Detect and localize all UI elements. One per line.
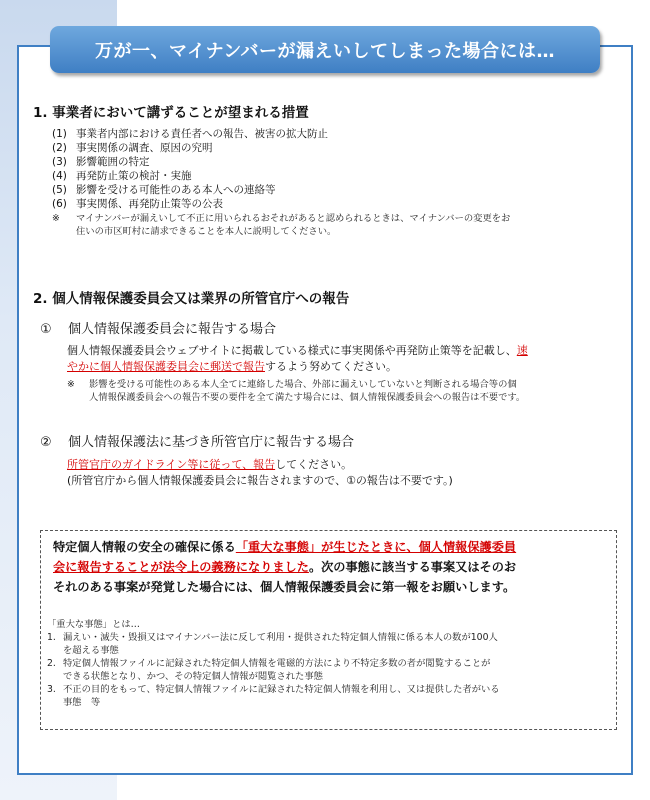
list-item: (6) 事実関係、再発防止策等の公表: [52, 198, 223, 210]
section1-note: ※ マイナンバーが漏えいして不正に用いられるおそれがあると認められるときは、マイナンバーの変更をお 住いの市区町村に請求できることを本人に説明してください。: [52, 213, 511, 237]
list-item: (4) 再発防止策の検討・実施: [52, 170, 192, 182]
list-item: 1. 漏えい・滅失・毀損又はマイナンバー法に反して利用・提供された特定個人情報に係る本人の数が100人 を超える事態: [47, 632, 498, 656]
sub2-body: 所管官庁のガイドライン等に従って、報告してください。 (所管官庁から個人情報保護委員会に報告されますので、①の報告は不要です。): [67, 458, 453, 487]
list-item: 3. 不正の目的をもって、特定個人情報ファイルに記録された特定個人情報を利用し、又は提供した者がいる 事態 等: [47, 684, 500, 708]
notice-main-text: 特定個人情報の安全の確保に係る「重大な事態」が生じたときに、個人情報保護委員 会に報告することが法令上の義務になりました。次の事態に該当する事案又はそのお それのある事案が発覚した場合には、個人情報保護委員会に第一報をお願いします。: [53, 540, 517, 594]
sub1-heading: ① 個人情報保護委員会に報告する場合: [40, 322, 277, 337]
page-title-banner: [50, 26, 600, 73]
serious-situation-definition: [47, 618, 500, 709]
list-item: (2) 事実関係の調査、原因の究明: [52, 142, 213, 154]
list-item: (3) 影響範囲の特定: [52, 156, 150, 168]
sub2-heading: ② 個人情報保護法に基づき所管官庁に報告する場合: [40, 435, 355, 450]
list-item: (1) 事業者内部における責任者への報告、被害の拡大防止: [52, 128, 328, 140]
list-item: (5) 影響を受ける可能性のある本人への連絡等: [52, 184, 276, 196]
sub1-body: 個人情報保護委員会ウェブサイトに掲載している様式に事実関係や再発防止策等を記載し、速 やかに個人情報保護委員会に郵送で報告するよう努めてください。: [67, 344, 528, 373]
section1-list: [52, 127, 328, 211]
section1-heading: 1. 事業者において講ずることが望まれる措置: [33, 105, 309, 121]
list-item: 2. 特定個人情報ファイルに記録された特定個人情報を電磁的方法により不特定多数の者が閲覧することが できる状態となり、かつ、その特定個人情報が閲覧された事態: [47, 658, 491, 682]
page-title: 万が一、マイナンバーが漏えいしてしまった場合には…: [95, 40, 555, 62]
sub1-note: ※ 影響を受ける可能性のある本人全てに連絡した場合、外部に漏えいしていないと判断される場合等の個 人情報保護委員会への報告不要の要件を全て満たす場合には、個人情報保護委員会への報告は不要です。: [67, 379, 526, 403]
definition-title: 「重大な事態」とは…: [47, 619, 140, 630]
section2-heading: 2. 個人情報保護委員会又は業界の所管官庁への報告: [33, 291, 350, 307]
